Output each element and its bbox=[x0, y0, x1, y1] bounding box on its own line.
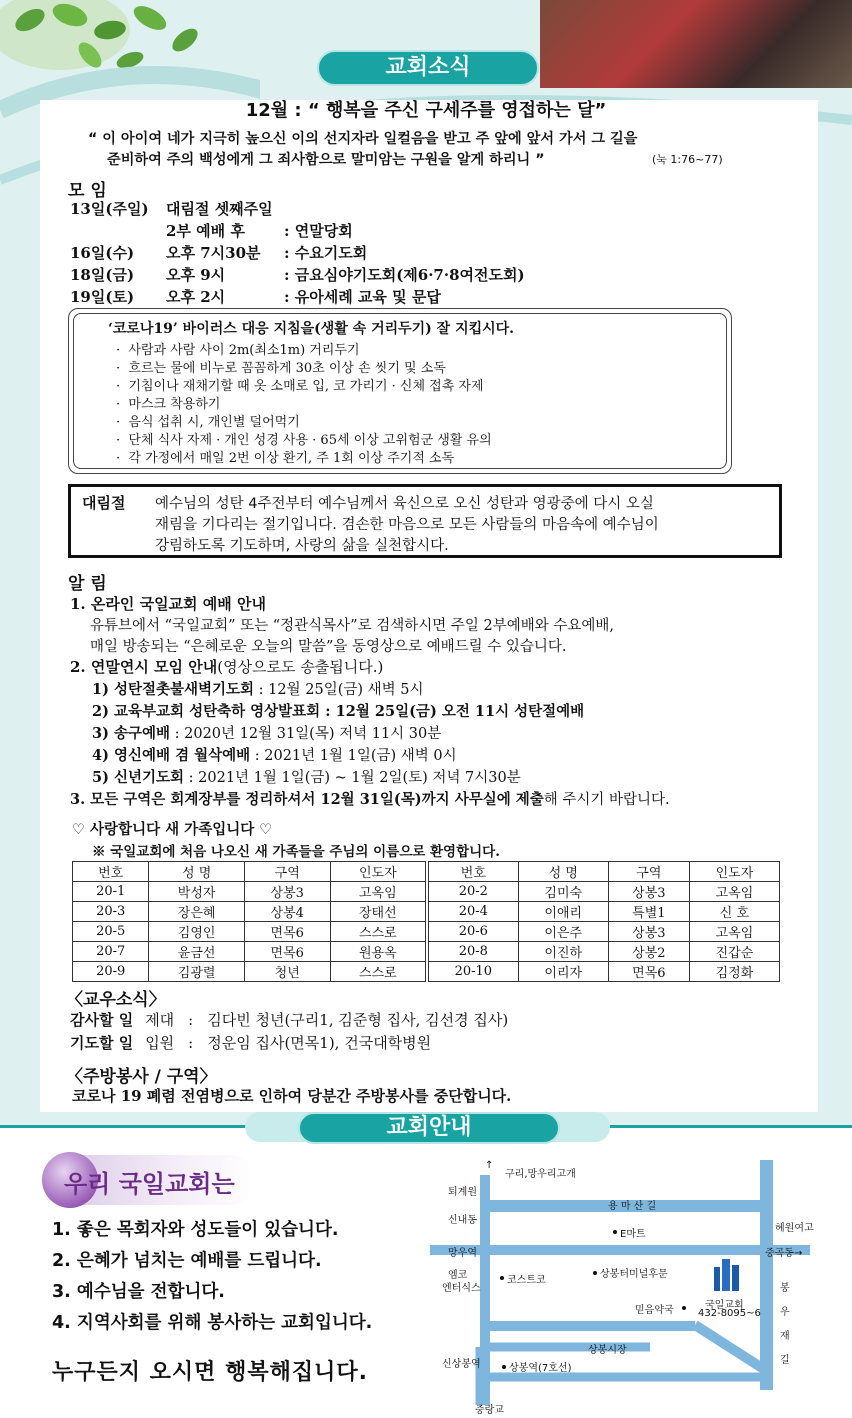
members-news-heading: 〈교우소식〉 bbox=[66, 990, 166, 1010]
meeting-row bbox=[70, 220, 525, 242]
meeting-row bbox=[70, 264, 525, 286]
map-label-emart: E마트 bbox=[620, 1229, 646, 1240]
month-theme: 12월 : “ 행복을 주신 구세주를 영접하는 달” bbox=[245, 100, 607, 121]
prayer-type: 입원 bbox=[145, 1034, 175, 1052]
table-row: 20-5 김영인 면목6 스스로 bbox=[73, 922, 426, 942]
map-label-junggok: 중곡동→ bbox=[765, 1248, 803, 1259]
meeting-day: 19일(토) bbox=[70, 288, 135, 306]
church-point: 4. 지역사회를 위해 봉사하는 교회입니다. bbox=[52, 1313, 373, 1333]
notice-3-rest: 해 주시기 바랍니다. bbox=[543, 792, 670, 808]
meeting-day: 13일(주일) bbox=[70, 200, 149, 218]
new-family-title: ♡ 사랑합니다 새 가족입니다 ♡ bbox=[72, 822, 273, 838]
notice-2-title bbox=[70, 656, 383, 677]
covid-list bbox=[116, 339, 492, 465]
table-header-row: 번호 성 명 구역 인도자 bbox=[73, 862, 426, 882]
meeting-desc: : 수요기도회 bbox=[284, 244, 368, 262]
covid-title: ‘코로나19’ 바이러스 대응 지침을(생활 속 거리두기) 잘 지킵시다. bbox=[108, 321, 515, 337]
map-label-pharmacy: 믿음약국 bbox=[635, 1305, 674, 1316]
notice-1-line-2: 매일 방송되는 “은혜로운 오늘의 말씀”을 동영상으로 예배드릴 수 있습니다. bbox=[90, 639, 567, 655]
new-family-subtitle: ※ 국일교회에 처음 나오신 새 가족들을 주님의 이름으로 환영합니다. bbox=[92, 844, 500, 860]
table-row: 20-1 박성자 상봉3 고옥임 bbox=[73, 882, 426, 902]
map-label-sangbong: 상봉역(7호선) bbox=[509, 1363, 572, 1374]
map-label-mangu: 망우역 bbox=[448, 1248, 477, 1259]
meeting-row bbox=[70, 198, 525, 220]
advent-label: 대림절 bbox=[82, 494, 126, 512]
new-family-table-right bbox=[428, 861, 780, 982]
thanks-colon: : bbox=[188, 1011, 194, 1029]
meeting-time: 오후 9시 bbox=[166, 266, 226, 284]
table-row: 20-4 이애리 특별1 신 호 bbox=[429, 902, 780, 922]
map-label-yongmasan: 용 마 산 길 bbox=[608, 1201, 657, 1212]
table-row: 20-7 윤금선 면목6 원용옥 bbox=[73, 942, 426, 962]
map-label-costco: 코스트코 bbox=[507, 1275, 546, 1286]
covid-item: · 흐르는 물에 비누로 꼼꼼하게 30초 이상 손 씻기 및 소독 bbox=[116, 361, 446, 376]
map-label-jungnang: 중랑교 bbox=[475, 1405, 504, 1416]
church-building-icon bbox=[712, 1257, 742, 1291]
meeting-day: 18일(금) bbox=[70, 266, 135, 284]
notice-2-title-text: 2. 연말연시 모임 안내 bbox=[70, 658, 218, 676]
map-label-hyewon: 혜원여고 bbox=[775, 1223, 814, 1234]
table-row: 20-8 이진하 상봉2 진갑순 bbox=[429, 942, 780, 962]
meetings-list bbox=[70, 198, 525, 308]
notice-2-item: 4) 영신예배 겸 월삭예배 : 2021년 1월 1일(금) 새벽 0시 bbox=[92, 747, 457, 764]
table-header-row: 번호 성 명 구역 인도자 bbox=[429, 862, 780, 882]
table-row: 20-6 이은주 상봉3 고옥임 bbox=[429, 922, 780, 942]
map-label-phone: 432-8095~6 bbox=[698, 1308, 761, 1319]
prayer-label: 기도할 일 bbox=[70, 1034, 134, 1052]
new-family-table-left bbox=[72, 861, 426, 982]
verse-line-1: “ 이 아이여 네가 지극히 높으신 이의 선지자라 일컬음을 받고 주 앞에 앞서 가서 그 길을 bbox=[88, 131, 638, 147]
notices-heading: 알 림 bbox=[68, 574, 107, 594]
pharmacy-marker bbox=[682, 1306, 686, 1310]
terminal-marker bbox=[593, 1271, 597, 1275]
arrow-up-icon: ↑ bbox=[485, 1160, 494, 1171]
map-label-u: 우 bbox=[780, 1307, 790, 1318]
map-label-bong: 봉 bbox=[780, 1283, 790, 1294]
map-label-enco1: 엠코 bbox=[448, 1270, 468, 1281]
road-diagonal bbox=[470, 1305, 790, 1405]
road-mangu bbox=[430, 1245, 810, 1255]
advent-line-1: 예수님의 성탄 4주전부터 예수님께서 육신으로 오신 성탄과 영광중에 다시 오실 bbox=[155, 496, 654, 512]
table-row: 20-10 이리자 면목6 김정화 bbox=[429, 962, 780, 982]
church-info-badge: 교회안내 bbox=[298, 1112, 560, 1144]
covid-item: · 음식 섭취 시, 개인별 덜어먹기 bbox=[116, 415, 300, 430]
notice-2-list bbox=[92, 678, 584, 788]
notice-2-item: 5) 신년기도회 : 2021년 1월 1일(금) ~ 1월 2일(토) 저녁 7시30분 bbox=[92, 769, 521, 786]
thanks-text: 김다빈 청년(구리1, 김준형 집사, 김선경 집사) bbox=[207, 1011, 509, 1029]
notice-2-item: 3) 송구예배 : 2020년 12월 31일(목) 저녁 11시 30분 bbox=[92, 725, 442, 742]
prayer-text: 정운임 집사(면목1), 건국대학병원 bbox=[207, 1034, 432, 1052]
covid-item: · 기침이나 재채기할 때 옷 소매로 입, 코 가리기 · 신체 접촉 자제 bbox=[116, 379, 484, 394]
meeting-desc: : 금요심야기도회(제6·7·8여전도회) bbox=[284, 266, 525, 284]
church-points bbox=[52, 1216, 372, 1340]
map-label-sinsangbong: 신상봉역 bbox=[442, 1359, 481, 1370]
meeting-time: 오후 2시 bbox=[166, 288, 226, 306]
notice-3-bold: 3. 모든 구역은 회계장부를 정리하셔서 12월 31일(목)까지 사무실에 제출 bbox=[70, 791, 544, 808]
church-news-badge: 교회소식 bbox=[317, 50, 539, 86]
notice-3 bbox=[70, 788, 670, 809]
table-row: 20-3 장은혜 상봉4 장태선 bbox=[73, 902, 426, 922]
thanks-row bbox=[70, 1009, 508, 1030]
costco-marker bbox=[500, 1276, 504, 1280]
notice-2-item: 2) 교육부교회 성탄축하 영상발표회 : 12월 25일(금) 오전 11시 성탄절예배 bbox=[92, 703, 585, 720]
sangbong-station-marker bbox=[502, 1365, 506, 1369]
notice-2-note: (영상으로도 송출됩니다.) bbox=[217, 658, 384, 676]
meeting-desc: : 연말당회 bbox=[284, 222, 353, 240]
advent-line-3: 강림하도록 기도하며, 사랑의 삶을 실천합시다. bbox=[155, 538, 449, 554]
closing-message: 누구든지 오시면 행복해집니다. bbox=[52, 1360, 368, 1385]
map-label-guri: 구리,망우리고개 bbox=[505, 1169, 576, 1180]
meeting-row bbox=[70, 242, 525, 264]
kitchen-text: 코로나 19 폐렴 전염병으로 인하여 당분간 주방봉사를 중단합니다. bbox=[72, 1087, 512, 1105]
emart-marker bbox=[613, 1230, 617, 1234]
meeting-day: 16일(수) bbox=[70, 244, 135, 262]
prayer-colon: : bbox=[188, 1034, 194, 1052]
church-point: 1. 좋은 목회자와 성도들이 있습니다. bbox=[52, 1220, 339, 1240]
kitchen-heading: 〈주방봉사 / 구역〉 bbox=[66, 1067, 217, 1087]
covid-item: · 사람과 사람 사이 2m(최소1m) 거리두기 bbox=[116, 343, 360, 358]
meetings-heading: 모 임 bbox=[68, 181, 107, 201]
meeting-time: 오후 7시30분 bbox=[166, 244, 261, 262]
map-label-jae: 재 bbox=[780, 1331, 790, 1342]
thanks-label: 감사할 일 bbox=[70, 1011, 134, 1029]
table-row: 20-2 김미숙 상봉3 고옥임 bbox=[429, 882, 780, 902]
notice-1-title: 1. 온라인 국일교회 예배 안내 bbox=[70, 595, 266, 613]
meeting-time: 2부 예배 후 bbox=[166, 222, 245, 240]
notice-2-item: 1) 성탄절촛불새벽기도회 : 12월 25일(금) 새벽 5시 bbox=[92, 681, 424, 698]
table-row: 20-9 김광렬 청년 스스로 bbox=[73, 962, 426, 982]
map-label-enco2: 엔터식스 bbox=[442, 1283, 481, 1294]
we-are-title: 우리 국일교회는 bbox=[64, 1170, 235, 1198]
notice-1-line-1: 유튜브에서 “국일교회” 또는 “정관식목사”로 검색하시면 주일 2부예배와 수요예배, bbox=[90, 618, 614, 634]
thanks-type: 제대 bbox=[145, 1011, 175, 1029]
meeting-desc: : 유아세례 교육 및 문답 bbox=[284, 288, 441, 306]
verse-line-2: 준비하여 주의 백성에게 그 죄사함으로 말미암는 구원을 알게 하리니 ” bbox=[107, 152, 545, 168]
arrow-right-icon: → bbox=[793, 1248, 803, 1259]
map-label-toegyewon: 퇴계원 bbox=[448, 1187, 477, 1198]
prayer-row bbox=[70, 1032, 431, 1053]
choir-photo bbox=[540, 0, 852, 88]
verse-reference: (눅 1:76~77) bbox=[652, 153, 723, 166]
meeting-time: 대림절 셋째주일 bbox=[166, 200, 273, 218]
meeting-row bbox=[70, 286, 525, 308]
church-map bbox=[430, 1155, 830, 1417]
map-label-gil: 길 bbox=[780, 1355, 790, 1366]
covid-item: · 단체 식사 자제 · 개인 성경 사용 · 65세 이상 고위험군 생활 유의 bbox=[116, 433, 492, 448]
map-label-terminal: 상봉터미널후문 bbox=[600, 1269, 668, 1280]
covid-item: · 각 가정에서 매일 2번 이상 환기, 주 1회 이상 주기적 소독 bbox=[116, 451, 455, 466]
map-label-sinnae: 신내동 bbox=[448, 1215, 477, 1226]
church-point: 2. 은혜가 넘치는 예배를 드립니다. bbox=[52, 1251, 322, 1271]
map-label-market: 상봉시장 bbox=[588, 1345, 627, 1356]
advent-line-2: 재림을 기다리는 절기입니다. 겸손한 마음으로 모든 사람들의 마음속에 예수님이 bbox=[155, 517, 659, 533]
map-label-church: 국일교회 bbox=[705, 1300, 744, 1311]
covid-item: · 마스크 착용하기 bbox=[116, 397, 221, 412]
church-point: 3. 예수님을 전합니다. bbox=[52, 1282, 225, 1302]
